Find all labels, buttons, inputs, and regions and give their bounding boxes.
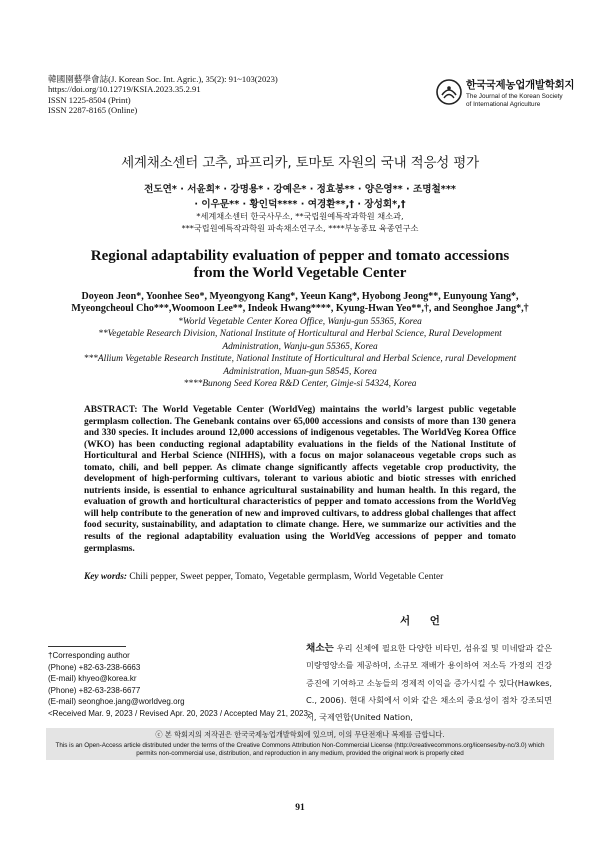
society-name-ko: 한국국제농업개발학회지 bbox=[466, 79, 575, 91]
doi-link[interactable]: https://doi.org/10.12719/KSIA.2023.35.2.91 bbox=[48, 84, 201, 95]
authors-english bbox=[60, 291, 540, 315]
affiliation-english-line: ****Bunong Seed Korea R&D Center, Gimje-si 54324, Korea bbox=[183, 379, 417, 390]
society-emblem-icon bbox=[436, 79, 462, 105]
license-line2: permits non-commercial use, distribution, and reproduction in any medium, provided the original work is properly cited bbox=[136, 750, 464, 757]
footnote-phone: (Phone) +82-63-238-6677 bbox=[48, 685, 141, 695]
intro-body: 우리 신체에 필요한 다양한 비타민, 섬유질 및 미네랄과 같은 미량영양소를 제공하며, 소규모 재배가 용이하여 저소득 가정의 건강증진에 기여하고 소농들의 경제적 이익을 증가시킬 수 있다(Hawkes, C., 2006). 현대 사회에서 이와 같은 채소의 중요성이 점차 강조되면서, 국제연합(United Nation, bbox=[306, 643, 552, 723]
affiliations-korean-line2: ***국립원예특작과학원 파속채소연구소, ****부농종묘 육종연구소 bbox=[181, 223, 419, 233]
corresponding-author-footnote bbox=[48, 650, 313, 720]
footnote-email[interactable]: (E-mail) khyeo@korea.kr bbox=[48, 674, 137, 684]
affiliation-english-line: *World Vegetable Center Korea Office, Wanju-gun 55365, Korea bbox=[178, 317, 422, 327]
affiliation-english-line: ***Allium Vegetable Research Institute, National Institute of Horticultural and Herbal Science, rural Development bbox=[83, 354, 517, 365]
license-text bbox=[0, 742, 600, 758]
footnote-rule bbox=[48, 646, 126, 647]
authors-english-line1: Doyeon Jeon*, Yoonhee Seo*, Myeongyong Kang*, Yeeun Kang*, Hyobong Jeong**, Eunyoung Yang*, bbox=[81, 291, 519, 302]
footnote-email[interactable]: (E-mail) seonghoe.jang@worldveg.org bbox=[48, 697, 185, 707]
journal-info bbox=[48, 74, 278, 115]
title-english-line2: from the World Vegetable Center bbox=[193, 265, 407, 281]
affiliation-english-line: **Vegetable Research Division, National Institute of Horticultural and Herbal Science, Rural Development bbox=[98, 329, 502, 340]
society-name-en-line2: of International Agriculture bbox=[466, 101, 541, 109]
society-name-en-line1: The Journal of the Korean Society bbox=[466, 93, 563, 100]
society-name-en bbox=[466, 93, 563, 109]
page-number: 91 bbox=[295, 803, 305, 813]
journal-citation: 韓國園藝學會誌(J. Korean Soc. Int. Agric.), 35(2): 91~103(2023) bbox=[48, 74, 278, 84]
title-english-line1: Regional adaptability evaluation of pepper and tomato accessions bbox=[90, 248, 510, 264]
affiliations-korean-line1: *세계채소센터 한국사무소, **국립원예특작과학원 채소과, bbox=[196, 211, 404, 221]
society-logo bbox=[436, 76, 576, 122]
title-korean: 세계채소센터 고추, 파프리카, 토마토 자원의 국내 적응성 평가 bbox=[121, 155, 479, 171]
keywords-text: Chili pepper, Sweet pepper, Tomato, Vegetable germplasm, World Vegetable Center bbox=[129, 572, 444, 582]
abstract: ABSTRACT: The World Vegetable Center (WorldVeg) maintains the world’s largest public vegetable germplasm collection. The Genebank contains over 65,000 accessions and consists of more than 130 genera and 330 species. It includes around 12,000 accessions of indigenous vegetables. The WorldVeg Korea Office (WKO) has been conducting regional adaptability evaluations in the fields of the National Institute of Horticultural and Herbal Science (NIHHS), with a focus on major solanaceous vegetable crops such as tomato, chili, and bell pepper. As climate change significantly affects vegetable crop productivity, the development of high-performing cultivars, tolerant to various abiotic and biotic stresses with enriched nutrients inside, is essential to enhance agricultural sustainability and human health. In this regard, the evaluation of growth and horticultural characteristics of pepper and tomato accessions from the WorldVeg will help contribute to the generation of new and improved cultivars, to address global challenges that affect food security, sustainability, and adaptation to climate change. Here, we summarize our activities and the results of the regional adaptability evaluation using the WorldVeg accessions of pepper and tomato germplasms. bbox=[84, 405, 516, 554]
intro-paragraph bbox=[306, 640, 552, 726]
authors-korean-line1: 전도연* · 서윤희* · 강명용* · 강예은* · 정효봉** · 양은영** · 조명철*** bbox=[144, 184, 456, 195]
issn-online: ISSN 2287-8165 (Online) bbox=[48, 104, 138, 115]
license-line1: This is an Open-Access article distributed under the terms of the Creative Commons Attribution Non-Commercial License (http://creativecommons.org/licenses/by-nc/3.0) which bbox=[55, 742, 545, 749]
copyright-korean: ⓒ 본 학회지의 저작권은 한국국제농업개발학회에 있으며, 이의 무단전재나 복제를 금합니다. bbox=[155, 730, 445, 739]
authors-korean-line2: · 이우문** · 황인덕**** · 여경환**,† · 장성회*,† bbox=[194, 199, 406, 210]
title-english bbox=[0, 248, 600, 282]
affiliations-english bbox=[40, 316, 560, 390]
authors-english-line2: Myeongcheoul Cho***,Woomoon Lee**, Indeok Hwang****, Kyung-Hwan Yeo**,†, and Seonghoe Jang*,† bbox=[71, 303, 529, 314]
footnote-phone: (Phone) +82-63-238-6663 bbox=[48, 662, 141, 672]
footnote-dates: <Received Mar. 9, 2023 / Revised Apr. 20, 2023 / Accepted May 21, 2023> bbox=[48, 708, 313, 718]
affiliation-english-line: Administration, Wanju-gun 55365, Korea bbox=[222, 341, 378, 352]
issn-print: ISSN 1225-8504 (Print) bbox=[48, 94, 131, 105]
intro-heading: 서 언 bbox=[400, 615, 448, 627]
keywords bbox=[84, 572, 516, 582]
affiliation-english-line: Administration, Muan-gun 58545, Korea bbox=[223, 366, 377, 377]
footnote-title: †Corresponding author bbox=[48, 651, 130, 660]
keywords-label: Key words: bbox=[84, 572, 127, 582]
intro-lead-word: 채소는 bbox=[306, 643, 334, 654]
